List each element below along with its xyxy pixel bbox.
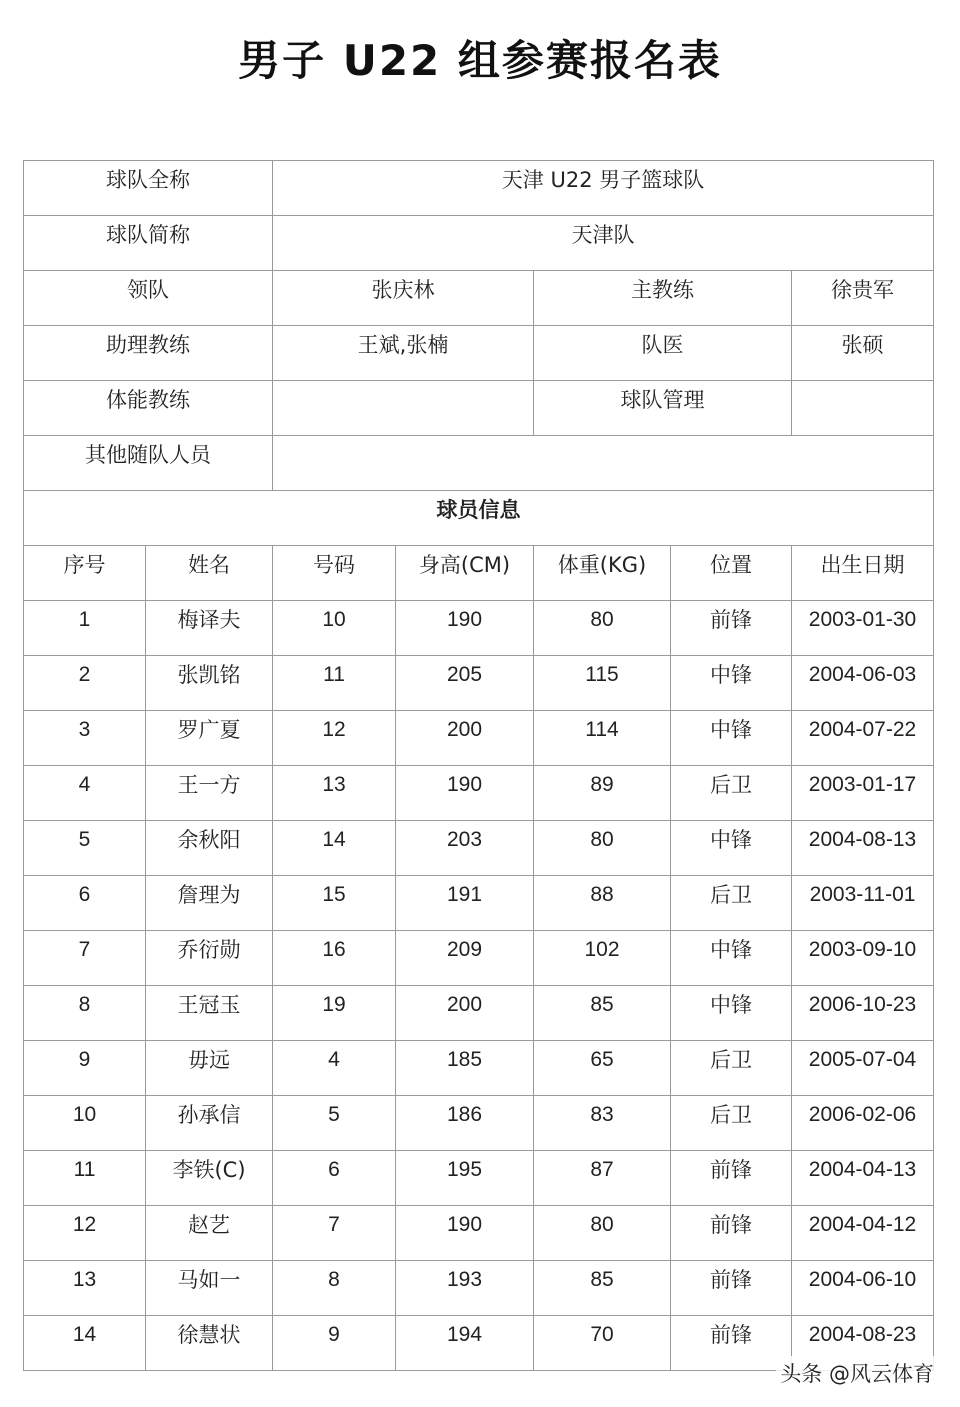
player-name: 毋远 [146,1041,273,1096]
player-row [24,1261,934,1316]
player-position: 后卫 [671,876,792,931]
leader-row [24,271,934,326]
player-height: 190 [396,601,534,656]
col-header-position: 位置 [671,546,792,601]
team-manager-value [792,381,934,436]
player-position: 前锋 [671,601,792,656]
col-header-index: 序号 [24,546,146,601]
player-row [24,1096,934,1151]
player-height: 203 [396,821,534,876]
col-header-height: 身高(CM) [396,546,534,601]
player-weight: 87 [534,1151,671,1206]
assistant-coach-value: 王斌,张楠 [273,326,534,381]
col-header-number: 号码 [273,546,396,601]
player-number: 19 [273,986,396,1041]
player-birthdate: 2003-01-30 [792,601,934,656]
player-number: 11 [273,656,396,711]
fitness-coach-label: 体能教练 [24,381,273,436]
player-index: 2 [24,656,146,711]
player-number: 12 [273,711,396,766]
player-name: 马如一 [146,1261,273,1316]
player-number: 14 [273,821,396,876]
player-index: 9 [24,1041,146,1096]
team-doctor-value: 张硕 [792,326,934,381]
player-position: 中锋 [671,986,792,1041]
player-row [24,766,934,821]
player-position: 中锋 [671,821,792,876]
player-number: 15 [273,876,396,931]
player-weight: 89 [534,766,671,821]
player-height: 190 [396,1206,534,1261]
registration-table [23,160,934,1371]
player-number: 13 [273,766,396,821]
team-full-name-row [24,161,934,216]
fitness-row [24,381,934,436]
player-row [24,1151,934,1206]
player-index: 10 [24,1096,146,1151]
player-name: 乔衍勋 [146,931,273,986]
player-weight: 85 [534,1261,671,1316]
player-row [24,656,934,711]
player-name: 王一方 [146,766,273,821]
team-full-name-label: 球队全称 [24,161,273,216]
player-position: 后卫 [671,1096,792,1151]
player-index: 12 [24,1206,146,1261]
team-short-name-row [24,216,934,271]
player-birthdate: 2004-08-23 [792,1316,934,1371]
player-birthdate: 2006-02-06 [792,1096,934,1151]
player-position: 中锋 [671,711,792,766]
player-position: 后卫 [671,766,792,821]
player-name: 李铁(C) [146,1151,273,1206]
player-number: 9 [273,1316,396,1371]
player-info-heading: 球员信息 [24,491,934,546]
column-header-row [24,546,934,601]
page-title: 男子 U22 组参赛报名表 [238,36,722,85]
player-position: 前锋 [671,1206,792,1261]
team-full-name-value: 天津 U22 男子篮球队 [273,161,934,216]
leader-label: 领队 [24,271,273,326]
player-row [24,711,934,766]
leader-value: 张庆林 [273,271,534,326]
player-weight: 65 [534,1041,671,1096]
player-index: 7 [24,931,146,986]
player-position: 前锋 [671,1316,792,1371]
team-doctor-label: 队医 [534,326,792,381]
player-name: 罗广夏 [146,711,273,766]
player-index: 6 [24,876,146,931]
player-index: 13 [24,1261,146,1316]
player-row [24,876,934,931]
player-weight: 80 [534,601,671,656]
player-row [24,1041,934,1096]
player-row [24,1206,934,1261]
player-weight: 115 [534,656,671,711]
fitness-coach-value [273,381,534,436]
player-index: 11 [24,1151,146,1206]
team-short-name-value: 天津队 [273,216,934,271]
player-height: 194 [396,1316,534,1371]
player-index: 8 [24,986,146,1041]
other-staff-label: 其他随队人员 [24,436,273,491]
player-birthdate: 2004-07-22 [792,711,934,766]
player-height: 186 [396,1096,534,1151]
player-height: 205 [396,656,534,711]
section-row [24,491,934,546]
player-index: 3 [24,711,146,766]
assistant-row [24,326,934,381]
player-row [24,931,934,986]
player-weight: 114 [534,711,671,766]
player-name: 赵艺 [146,1206,273,1261]
player-number: 10 [273,601,396,656]
player-weight: 80 [534,1206,671,1261]
player-height: 185 [396,1041,534,1096]
player-number: 16 [273,931,396,986]
player-number: 5 [273,1096,396,1151]
player-weight: 88 [534,876,671,931]
player-height: 200 [396,711,534,766]
player-position: 中锋 [671,656,792,711]
player-weight: 70 [534,1316,671,1371]
player-name: 余秋阳 [146,821,273,876]
player-row [24,601,934,656]
player-height: 190 [396,766,534,821]
player-name: 孙承信 [146,1096,273,1151]
col-header-weight: 体重(KG) [534,546,671,601]
player-number: 8 [273,1261,396,1316]
player-name: 詹理为 [146,876,273,931]
player-row [24,821,934,876]
player-index: 4 [24,766,146,821]
player-height: 200 [396,986,534,1041]
player-height: 191 [396,876,534,931]
player-weight: 102 [534,931,671,986]
col-header-birthdate: 出生日期 [792,546,934,601]
player-birthdate: 2003-09-10 [792,931,934,986]
player-index: 5 [24,821,146,876]
player-row [24,986,934,1041]
player-birthdate: 2006-10-23 [792,986,934,1041]
player-name: 徐慧状 [146,1316,273,1371]
watermark: 头条 @风云体育 [776,1356,938,1390]
player-birthdate: 2004-06-10 [792,1261,934,1316]
player-name: 张凯铭 [146,656,273,711]
player-birthdate: 2003-11-01 [792,876,934,931]
col-header-name: 姓名 [146,546,273,601]
team-short-name-label: 球队简称 [24,216,273,271]
player-weight: 85 [534,986,671,1041]
player-index: 14 [24,1316,146,1371]
player-name: 王冠玉 [146,986,273,1041]
player-height: 195 [396,1151,534,1206]
player-number: 7 [273,1206,396,1261]
head-coach-value: 徐贵军 [792,271,934,326]
player-position: 中锋 [671,931,792,986]
player-weight: 80 [534,821,671,876]
other-staff-value [273,436,934,491]
player-weight: 83 [534,1096,671,1151]
player-height: 209 [396,931,534,986]
player-index: 1 [24,601,146,656]
player-number: 6 [273,1151,396,1206]
team-manager-label: 球队管理 [534,381,792,436]
player-birthdate: 2004-06-03 [792,656,934,711]
player-birthdate: 2003-01-17 [792,766,934,821]
player-birthdate: 2004-04-13 [792,1151,934,1206]
player-birthdate: 2005-07-04 [792,1041,934,1096]
player-height: 193 [396,1261,534,1316]
others-row [24,436,934,491]
player-birthdate: 2004-04-12 [792,1206,934,1261]
player-position: 后卫 [671,1041,792,1096]
head-coach-label: 主教练 [534,271,792,326]
player-number: 4 [273,1041,396,1096]
player-name: 梅译夫 [146,601,273,656]
player-position: 前锋 [671,1261,792,1316]
player-birthdate: 2004-08-13 [792,821,934,876]
player-position: 前锋 [671,1151,792,1206]
assistant-coach-label: 助理教练 [24,326,273,381]
